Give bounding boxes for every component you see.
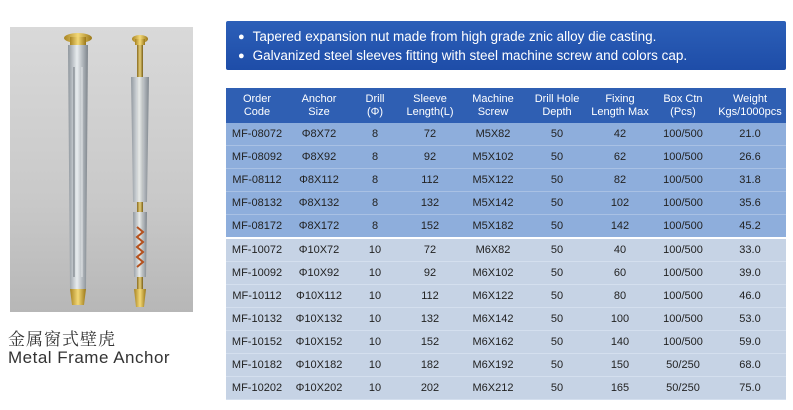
cell-box-ctn: 100/500 bbox=[652, 285, 714, 308]
cell-weight: 21.0 bbox=[714, 123, 786, 146]
cell-drill: 8 bbox=[350, 146, 400, 169]
cell-drill: 10 bbox=[350, 331, 400, 354]
table-row bbox=[226, 169, 786, 192]
cell-sleeve-length: 182 bbox=[400, 354, 460, 377]
cell-weight: 39.0 bbox=[714, 262, 786, 285]
cell-box-ctn: 50/250 bbox=[652, 377, 714, 400]
cell-drill-hole-depth: 50 bbox=[526, 308, 588, 331]
cell-weight: 68.0 bbox=[714, 354, 786, 377]
cell-order-code: MF-10092 bbox=[226, 262, 288, 285]
cell-machine-screw: M6X162 bbox=[460, 331, 526, 354]
cell-machine-screw: M5X142 bbox=[460, 192, 526, 215]
feature-line-2 bbox=[238, 48, 687, 63]
cell-drill-hole-depth: 50 bbox=[526, 285, 588, 308]
cell-order-code: MF-10182 bbox=[226, 354, 288, 377]
header-anchor-size: Anchor Size bbox=[288, 88, 350, 123]
feature-text-2: Galvanized steel sleeves fitting with steel machine screw and colors cap. bbox=[252, 48, 688, 63]
cell-machine-screw: M5X82 bbox=[460, 123, 526, 146]
cell-machine-screw: M6X122 bbox=[460, 285, 526, 308]
feature-banner bbox=[226, 21, 786, 70]
cell-sleeve-length: 112 bbox=[400, 285, 460, 308]
cell-anchor-size: Φ8X172 bbox=[288, 215, 350, 239]
cell-order-code: MF-08132 bbox=[226, 192, 288, 215]
cell-drill: 8 bbox=[350, 123, 400, 146]
cell-box-ctn: 100/500 bbox=[652, 331, 714, 354]
cell-anchor-size: Φ8X72 bbox=[288, 123, 350, 146]
cell-anchor-size: Φ10X182 bbox=[288, 354, 350, 377]
cell-weight: 75.0 bbox=[714, 377, 786, 400]
cell-box-ctn: 100/500 bbox=[652, 169, 714, 192]
cell-drill: 10 bbox=[350, 308, 400, 331]
cell-box-ctn: 100/500 bbox=[652, 262, 714, 285]
cell-sleeve-length: 72 bbox=[400, 123, 460, 146]
cell-drill: 8 bbox=[350, 169, 400, 192]
cell-order-code: MF-10152 bbox=[226, 331, 288, 354]
cell-fixing-length: 80 bbox=[588, 285, 652, 308]
header-box-ctn: Box Ctn (Pcs) bbox=[652, 88, 714, 123]
table-row bbox=[226, 262, 786, 285]
cell-fixing-length: 60 bbox=[588, 262, 652, 285]
cell-drill: 10 bbox=[350, 285, 400, 308]
cell-weight: 53.0 bbox=[714, 308, 786, 331]
header-order-code: Order Code bbox=[226, 88, 288, 123]
cell-weight: 31.8 bbox=[714, 169, 786, 192]
cell-box-ctn: 100/500 bbox=[652, 192, 714, 215]
anchor-illustration bbox=[10, 27, 193, 312]
cell-anchor-size: Φ10X132 bbox=[288, 308, 350, 331]
table-header-row bbox=[226, 88, 786, 123]
cell-order-code: MF-08172 bbox=[226, 215, 288, 239]
cell-fixing-length: 40 bbox=[588, 238, 652, 262]
cell-machine-screw: M6X102 bbox=[460, 262, 526, 285]
cell-box-ctn: 50/250 bbox=[652, 354, 714, 377]
cell-fixing-length: 142 bbox=[588, 215, 652, 239]
cell-anchor-size: Φ10X112 bbox=[288, 285, 350, 308]
table-row bbox=[226, 123, 786, 146]
spec-table bbox=[226, 88, 786, 400]
cell-box-ctn: 100/500 bbox=[652, 238, 714, 262]
cell-order-code: MF-10112 bbox=[226, 285, 288, 308]
cell-drill-hole-depth: 50 bbox=[526, 238, 588, 262]
cell-fixing-length: 150 bbox=[588, 354, 652, 377]
cell-drill: 10 bbox=[350, 238, 400, 262]
product-photo bbox=[10, 27, 193, 312]
cell-drill: 10 bbox=[350, 262, 400, 285]
cell-drill-hole-depth: 50 bbox=[526, 123, 588, 146]
cell-weight: 59.0 bbox=[714, 331, 786, 354]
cell-weight: 46.0 bbox=[714, 285, 786, 308]
table-row bbox=[226, 354, 786, 377]
feature-text-1: Tapered expansion nut made from high grade znic alloy die casting. bbox=[252, 29, 657, 44]
cell-weight: 33.0 bbox=[714, 238, 786, 262]
cell-order-code: MF-08072 bbox=[226, 123, 288, 146]
cell-machine-screw: M5X102 bbox=[460, 146, 526, 169]
cell-sleeve-length: 152 bbox=[400, 215, 460, 239]
cell-sleeve-length: 202 bbox=[400, 377, 460, 400]
cell-sleeve-length: 92 bbox=[400, 262, 460, 285]
cell-machine-screw: M6X82 bbox=[460, 238, 526, 262]
cell-weight: 35.6 bbox=[714, 192, 786, 215]
cell-anchor-size: Φ10X92 bbox=[288, 262, 350, 285]
cell-anchor-size: Φ8X112 bbox=[288, 169, 350, 192]
cell-sleeve-length: 112 bbox=[400, 169, 460, 192]
cell-sleeve-length: 152 bbox=[400, 331, 460, 354]
cell-weight: 26.6 bbox=[714, 146, 786, 169]
table-row bbox=[226, 238, 786, 262]
header-drill: Drill (Φ) bbox=[350, 88, 400, 123]
cell-box-ctn: 100/500 bbox=[652, 146, 714, 169]
table-row bbox=[226, 331, 786, 354]
cell-drill: 10 bbox=[350, 377, 400, 400]
cell-machine-screw: M5X182 bbox=[460, 215, 526, 239]
cell-drill-hole-depth: 50 bbox=[526, 331, 588, 354]
cell-anchor-size: Φ8X92 bbox=[288, 146, 350, 169]
table-row bbox=[226, 308, 786, 331]
cell-machine-screw: M6X192 bbox=[460, 354, 526, 377]
table-row bbox=[226, 192, 786, 215]
cell-drill-hole-depth: 50 bbox=[526, 192, 588, 215]
cell-anchor-size: Φ10X202 bbox=[288, 377, 350, 400]
cell-fixing-length: 102 bbox=[588, 192, 652, 215]
bullet-icon: ● bbox=[238, 31, 245, 43]
cell-order-code: MF-10202 bbox=[226, 377, 288, 400]
cell-anchor-size: Φ8X132 bbox=[288, 192, 350, 215]
cell-drill-hole-depth: 50 bbox=[526, 262, 588, 285]
cell-drill-hole-depth: 50 bbox=[526, 169, 588, 192]
table-row bbox=[226, 377, 786, 400]
cell-box-ctn: 100/500 bbox=[652, 215, 714, 239]
cell-fixing-length: 62 bbox=[588, 146, 652, 169]
cell-fixing-length: 140 bbox=[588, 331, 652, 354]
cell-machine-screw: M5X122 bbox=[460, 169, 526, 192]
table-row bbox=[226, 146, 786, 169]
caption-english: Metal Frame Anchor bbox=[8, 348, 171, 367]
cell-drill-hole-depth: 50 bbox=[526, 215, 588, 239]
cell-order-code: MF-10072 bbox=[226, 238, 288, 262]
header-sleeve-length: Sleeve Length(L) bbox=[400, 88, 460, 123]
cell-drill: 8 bbox=[350, 215, 400, 239]
header-machine-screw: Machine Screw bbox=[460, 88, 526, 123]
cell-sleeve-length: 132 bbox=[400, 308, 460, 331]
cell-fixing-length: 165 bbox=[588, 377, 652, 400]
header-drill-hole-depth: Drill Hole Depth bbox=[526, 88, 588, 123]
header-fixing-length: Fixing Length Max bbox=[588, 88, 652, 123]
cell-sleeve-length: 132 bbox=[400, 192, 460, 215]
cell-machine-screw: M6X142 bbox=[460, 308, 526, 331]
table-row bbox=[226, 215, 786, 239]
cell-drill: 8 bbox=[350, 192, 400, 215]
feature-line-1 bbox=[238, 29, 656, 44]
cell-anchor-size: Φ10X152 bbox=[288, 331, 350, 354]
cell-box-ctn: 100/500 bbox=[652, 123, 714, 146]
cell-machine-screw: M6X212 bbox=[460, 377, 526, 400]
header-weight: Weight Kgs/1000pcs bbox=[714, 88, 786, 123]
cell-drill: 10 bbox=[350, 354, 400, 377]
cell-box-ctn: 100/500 bbox=[652, 308, 714, 331]
cell-anchor-size: Φ10X72 bbox=[288, 238, 350, 262]
cell-weight: 45.2 bbox=[714, 215, 786, 239]
cell-sleeve-length: 92 bbox=[400, 146, 460, 169]
cell-drill-hole-depth: 50 bbox=[526, 146, 588, 169]
cell-drill-hole-depth: 50 bbox=[526, 377, 588, 400]
caption-chinese: 金属窗式壁虎 bbox=[8, 330, 116, 349]
cell-order-code: MF-10132 bbox=[226, 308, 288, 331]
cell-fixing-length: 82 bbox=[588, 169, 652, 192]
cell-fixing-length: 100 bbox=[588, 308, 652, 331]
bullet-icon: ● bbox=[238, 50, 245, 62]
cell-fixing-length: 42 bbox=[588, 123, 652, 146]
cell-drill-hole-depth: 50 bbox=[526, 354, 588, 377]
cell-order-code: MF-08112 bbox=[226, 169, 288, 192]
cell-order-code: MF-08092 bbox=[226, 146, 288, 169]
table-row bbox=[226, 285, 786, 308]
cell-sleeve-length: 72 bbox=[400, 238, 460, 262]
